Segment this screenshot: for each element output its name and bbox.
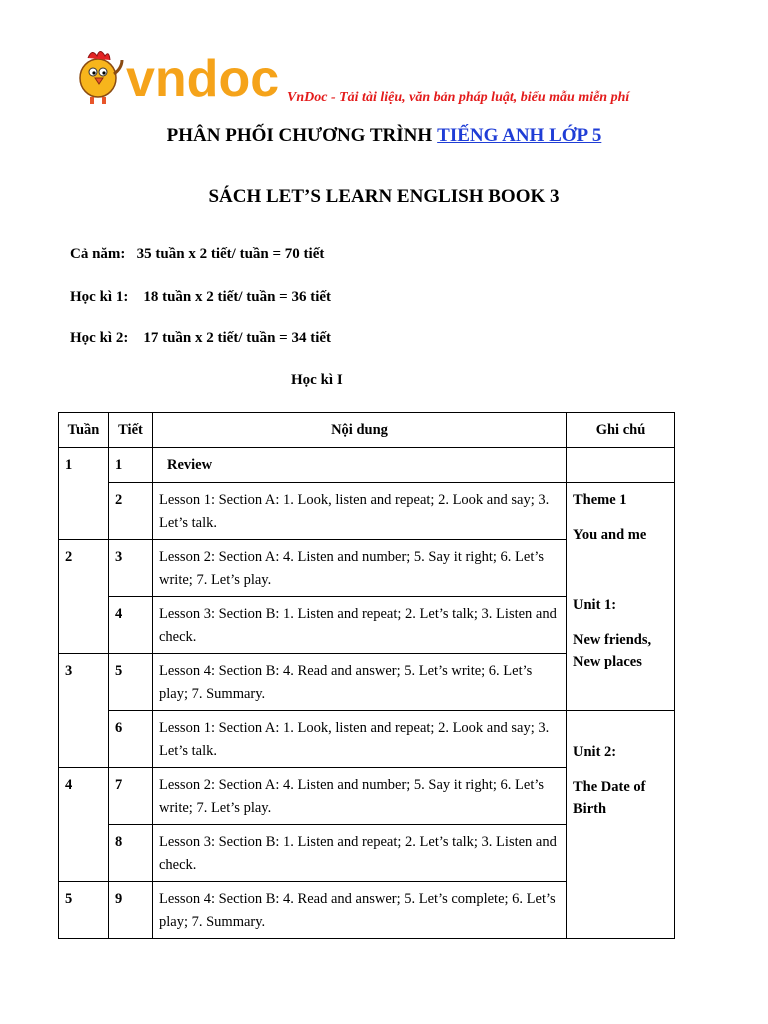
note-cell-unit2: [567, 711, 675, 939]
logo-text: vndoc: [126, 50, 280, 108]
period-cell: 9: [109, 882, 153, 939]
content-cell: Review: [153, 448, 567, 483]
title-link[interactable]: TIẾNG ANH LỚP 5: [437, 125, 602, 146]
content-cell: Lesson 2: Section A: 4. Listen and number; 5. Say it right; 6. Let’s write; 7. Let’s play.: [153, 768, 567, 825]
summary-year: Cả năm: 35 tuần x 2 tiết/ tuần = 70 tiết: [70, 246, 325, 262]
period-cell: 7: [109, 768, 153, 825]
note-unit1-name: New friends, New places: [573, 631, 652, 670]
header-note: Ghi chú: [567, 413, 675, 448]
chick-mascot-icon: [80, 52, 122, 105]
tagline[interactable]: VnDoc - Tải tài liệu, văn bản pháp luật, biểu mẫu miễn phí: [287, 90, 630, 105]
note-theme: Theme 1: [573, 492, 627, 508]
vndoc-logo[interactable]: [74, 44, 284, 108]
week-cell: 5: [59, 882, 109, 939]
semester-title: Học kì I: [291, 372, 343, 388]
schedule-table: [58, 412, 675, 939]
header: [74, 44, 694, 112]
table-row: [59, 483, 675, 540]
note-theme-name: You and me: [573, 526, 647, 543]
content-cell: Lesson 1: Section A: 1. Look, listen and repeat; 2. Look and say; 3. Let’s talk.: [153, 483, 567, 540]
period-cell: 8: [109, 825, 153, 882]
content-cell: Lesson 2: Section A: 4. Listen and number; 5. Say it right; 6. Let’s write; 7. Let’s play.: [153, 540, 567, 597]
week-cell: 4: [59, 768, 109, 882]
title-main: PHÂN PHỐI CHƯƠNG TRÌNH: [166, 125, 433, 146]
note-cell-unit1: [567, 483, 675, 711]
period-cell: 3: [109, 540, 153, 597]
note-unit2-name: The Date of Birth: [573, 778, 646, 817]
content-cell: Lesson 3: Section B: 1. Listen and repeat; 2. Let’s talk; 3. Listen and check.: [153, 825, 567, 882]
table-row: [59, 711, 675, 768]
week-cell: 2: [59, 540, 109, 654]
header-week: Tuần: [59, 413, 109, 448]
content-cell: Lesson 4: Section B: 4. Read and answer; 5. Let’s write; 6. Let’s play; 7. Summary.: [153, 654, 567, 711]
week-cell: 3: [59, 654, 109, 768]
table-header-row: [59, 413, 675, 448]
period-cell: 6: [109, 711, 153, 768]
note-unit2: Unit 2:: [573, 744, 617, 760]
period-cell: 5: [109, 654, 153, 711]
header-period: Tiết: [109, 413, 153, 448]
summary-sem2: Học kì 2: 17 tuần x 2 tiết/ tuần = 34 tiết: [70, 330, 332, 346]
week-cell: 1: [59, 448, 109, 540]
period-cell: 4: [109, 597, 153, 654]
content-cell: Lesson 1: Section A: 1. Look, listen and repeat; 2. Look and say; 3. Let’s talk.: [153, 711, 567, 768]
content-cell: Lesson 3: Section B: 1. Listen and repeat; 2. Let’s talk; 3. Listen and check.: [153, 597, 567, 654]
period-cell: 1: [109, 448, 153, 483]
note-cell-empty: [567, 448, 675, 483]
note-unit1: Unit 1:: [573, 597, 617, 613]
book-title: SÁCH LET’S LEARN ENGLISH BOOK 3: [208, 186, 560, 207]
content-cell: Lesson 4: Section B: 4. Read and answer; 5. Let’s complete; 6. Let’s play; 7. Summary.: [153, 882, 567, 939]
header-content: Nội dung: [153, 413, 567, 448]
page-title: [0, 125, 768, 147]
summary-sem1: Học kì 1: 18 tuần x 2 tiết/ tuần = 36 tiết: [70, 289, 332, 305]
period-cell: 2: [109, 483, 153, 540]
table-row: [59, 448, 675, 483]
